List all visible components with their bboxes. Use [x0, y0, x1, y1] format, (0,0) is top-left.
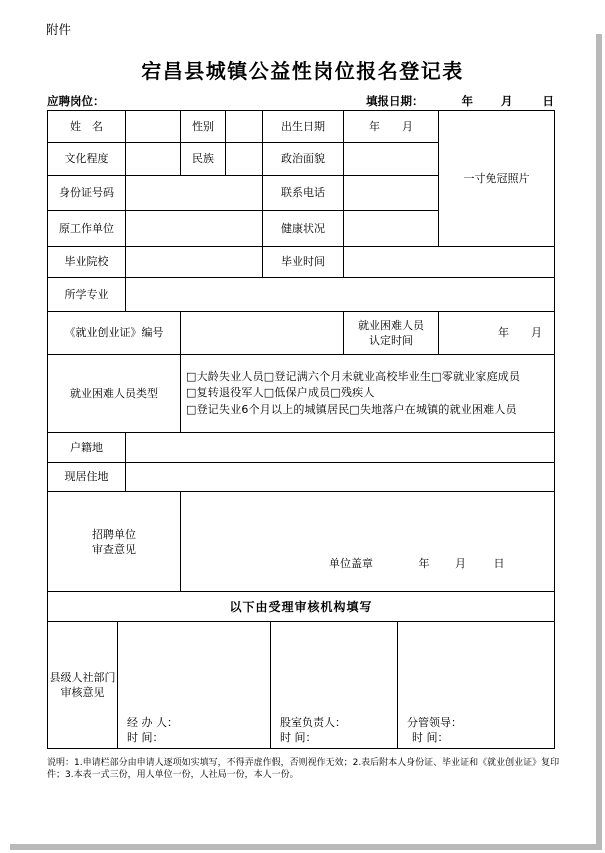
unit-seal-label: 单位盖章 — [329, 557, 373, 570]
difficulty-time-label-line1: 就业困难人员 — [358, 319, 424, 332]
table-row — [48, 312, 555, 355]
table-row — [48, 111, 555, 143]
education-value-cell — [126, 143, 181, 176]
household-value-cell — [126, 433, 555, 463]
health-label-cell: 健康状况 — [263, 211, 344, 247]
form-instructions: 说明：1.申请栏部分由申请人逐项如实填写，不得弄虚作假，否则视作无效；2.表后附本人身份证、毕业证和《就业创业证》复印件；3.本表一式三份，用人单位一份，人社局一份，本人一份。 — [47, 758, 560, 780]
difficulty-time-value-cell: 年 月 — [439, 312, 555, 355]
leader-label: 分管领导： — [407, 716, 462, 729]
scan-shadow-bottom — [10, 844, 602, 850]
registration-table — [47, 110, 555, 593]
seal-month-label: 月 — [455, 557, 466, 570]
handler-label: 经 办 人： — [127, 716, 178, 729]
name-label-cell: 姓 名 — [48, 111, 126, 143]
residence-value-cell — [126, 463, 555, 492]
seal-day-label: 日 — [493, 557, 505, 570]
recruiter-label-line2: 审查意见 — [92, 543, 136, 556]
grad-time-label-cell: 毕业时间 — [263, 247, 344, 278]
section-chief-label: 股室负责人： — [280, 716, 346, 729]
county-label-line1: 县级人社部门 — [49, 671, 116, 684]
gender-value-cell — [226, 111, 263, 143]
difficulty-option-line1: □大龄失业人员□登记满六个月未就业高校毕业生□零就业家庭成员 — [186, 369, 521, 383]
cert-value-cell — [181, 312, 344, 355]
political-value-cell — [344, 143, 439, 176]
difficulty-time-label-cell — [344, 312, 439, 355]
id-value-cell — [126, 176, 263, 211]
report-date-label: 填报日期： — [365, 94, 424, 108]
table-row — [48, 355, 555, 433]
difficulty-option-line3: □登记失业6个月以上的城镇居民□失地落户在城镇的就业困难人员 — [186, 402, 517, 416]
table-row — [48, 592, 555, 622]
difficulty-type-label-cell: 就业困难人员类型 — [48, 355, 181, 433]
ethnicity-label-cell: 民族 — [181, 143, 226, 176]
applied-position-label: 应聘岗位： — [47, 94, 105, 108]
recruiter-opinion-value-cell — [181, 492, 555, 593]
handler-signature-cell — [118, 622, 271, 749]
handler-time-label: 时 间： — [127, 731, 164, 744]
leader-time-label: 时 间： — [412, 731, 449, 744]
education-label-cell: 文化程度 — [48, 143, 126, 176]
review-section-title-cell: 以下由受理审核机构填写 — [48, 592, 555, 622]
table-row — [48, 247, 555, 278]
school-value-cell — [126, 247, 263, 278]
scan-shadow-right — [596, 34, 602, 850]
recruiter-label-line1: 招聘单位 — [92, 528, 136, 541]
household-label-cell: 户籍地 — [48, 433, 126, 463]
section-chief-time-label: 时 间： — [280, 731, 317, 744]
cert-label-cell: 《就业创业证》编号 — [48, 312, 181, 355]
table-row — [48, 622, 555, 749]
employer-value-cell — [126, 211, 263, 247]
table-row — [48, 278, 555, 312]
report-date-month-label: 月 — [500, 94, 513, 108]
report-date-year-label: 年 — [461, 94, 473, 108]
county-review-label-cell — [48, 622, 118, 749]
phone-value-cell — [344, 176, 439, 211]
ethnicity-value-cell — [226, 143, 263, 176]
birth-value-cell: 年 月 — [344, 111, 439, 143]
seal-year-label: 年 — [418, 557, 430, 570]
difficulty-time-label-line2: 认定时间 — [369, 334, 413, 347]
table-row — [48, 463, 555, 492]
county-label-line2: 审核意见 — [60, 686, 105, 699]
school-label-cell: 毕业院校 — [48, 247, 126, 278]
birth-label-cell: 出生日期 — [263, 111, 344, 143]
grad-time-value-cell — [344, 247, 555, 278]
major-value-cell — [126, 278, 555, 312]
form-subheader — [47, 93, 554, 109]
major-label-cell: 所学专业 — [48, 278, 126, 312]
report-date-day-label: 日 — [542, 94, 554, 108]
photo-cell: 一寸免冠照片 — [439, 111, 555, 247]
name-value-cell — [126, 111, 181, 143]
gender-label-cell: 性别 — [181, 111, 226, 143]
leader-signature-cell — [398, 622, 555, 749]
form-title: 宕昌县城镇公益性岗位报名登记表 — [141, 59, 464, 83]
table-row — [48, 492, 555, 593]
id-label-cell: 身份证号码 — [48, 176, 126, 211]
phone-label-cell: 联系电话 — [263, 176, 344, 211]
unit-seal-line — [329, 557, 505, 571]
attachment-label: 附件 — [46, 22, 72, 37]
recruiter-opinion-label-cell — [48, 492, 181, 593]
political-label-cell: 政治面貌 — [263, 143, 344, 176]
section-chief-signature-cell — [271, 622, 398, 749]
report-date-group — [366, 93, 554, 109]
residence-label-cell: 现居住地 — [48, 463, 126, 492]
health-value-cell — [344, 211, 439, 247]
difficulty-type-options-cell — [181, 355, 555, 433]
difficulty-option-line2: □复转退役军人□低保户成员□残疾人 — [186, 386, 375, 400]
table-row — [48, 433, 555, 463]
employer-label-cell: 原工作单位 — [48, 211, 126, 247]
review-section-table — [47, 591, 555, 749]
